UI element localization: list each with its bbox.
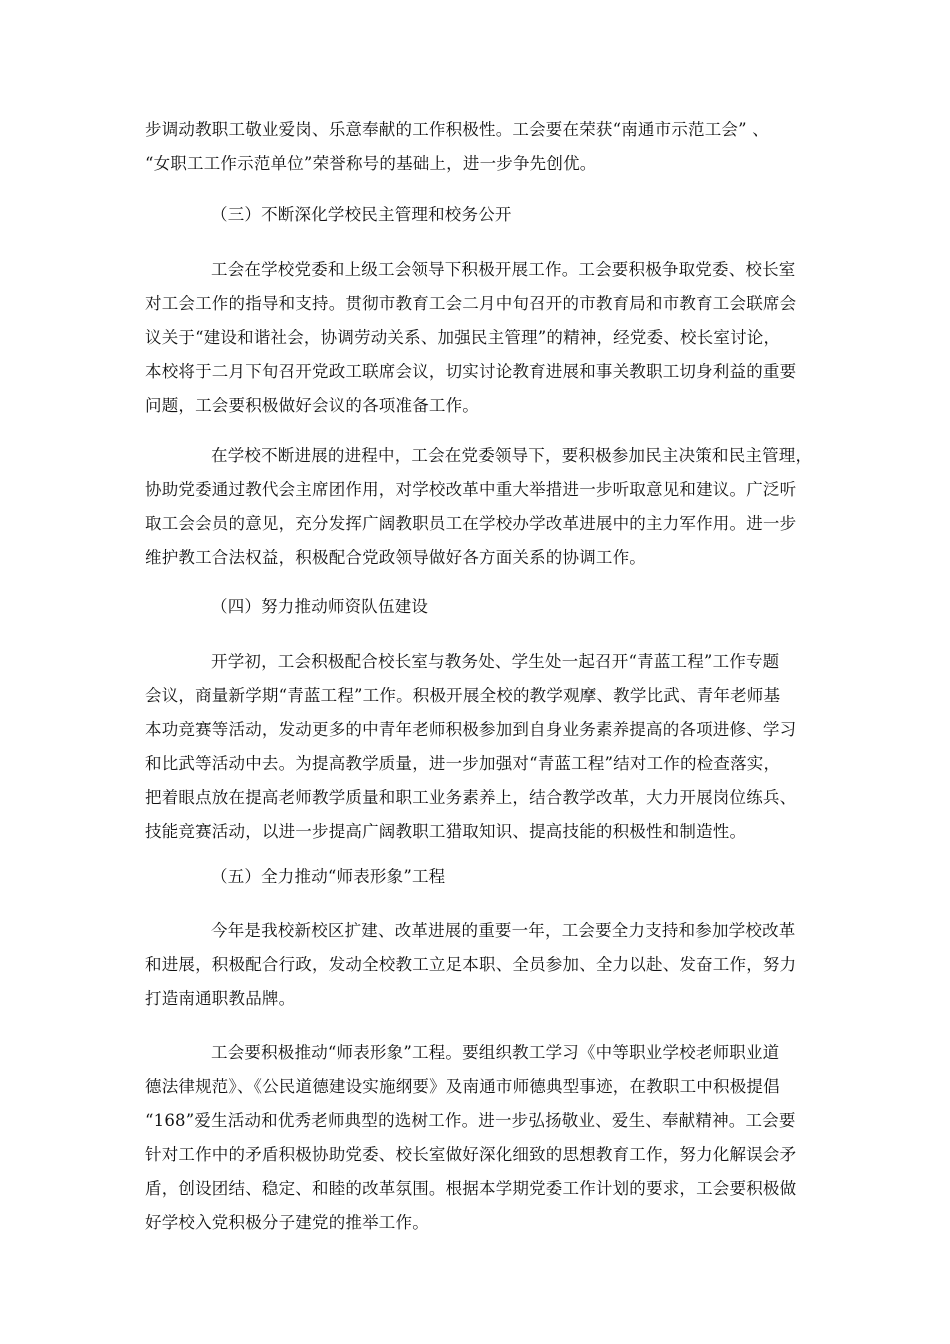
text-line: 对工会工作的指导和支持。贯彻市教育工会二月中旬召开的市教育局和市教育工会联席会 [145,294,797,313]
text-line: “女职工工作示范单位”荣誉称号的基础上，进一步争先创优。 [145,154,597,173]
text-line: 把着眼点放在提高老师教学质量和职工业务素养上，结合教学改革，大力开展岗位练兵、 [145,788,797,807]
text-line: 步调动教职工敬业爱岗、乐意奉献的工作积极性。工会要在荣获“南通市示范工会” 、 [145,120,769,139]
text-line: 盾，创设团结、稳定、和睦的改革氛围。根据本学期党委工作计划的要求，工会要积极做 [145,1179,797,1198]
text-line: 今年是我校新校区扩建、改革进展的重要一年，工会要全力支持和参加学校改革 [211,921,796,940]
text-line: 工会在学校党委和上级工会领导下积极开展工作。工会要积极争取党委、校长室 [211,260,796,279]
paragraph-continuation [145,113,807,181]
paragraph [145,439,813,575]
text-line: 维护教工合法权益，积极配合党政领导做好各方面关系的协调工作。 [145,548,646,567]
text-line: 和进展，积极配合行政，发动全校教工立足本职、全员参加、全力以赴、发奋工作，努力 [145,955,797,974]
heading-text: （五）全力推动“师表形象”工程 [211,867,446,886]
text-line: 打造南通职教品牌。 [145,989,296,1008]
heading-text: （四）努力推动师资队伍建设 [211,597,429,616]
text-line: “168”爱生活动和优秀老师典型的选树工作。进一步弘扬敬业、爱生、奉献精神。工会要 [145,1111,796,1130]
text-line: 协助党委通过教代会主席团作用，对学校改革中重大举措进一步听取意见和建议。广泛听 [145,480,797,499]
paragraph [145,645,807,849]
section-heading-5 [145,860,807,894]
text-line: 工会要积极推动“师表形象”工程。要组织教工学习《中等职业学校老师职业道 [211,1043,780,1062]
text-line: 和比武等活动中去。为提高教学质量，进一步加强对“青蓝工程”结对工作的检查落实， [145,754,781,773]
text-line: 问题，工会要积极做好会议的各项准备工作。 [145,396,479,415]
section-heading-3 [145,198,807,232]
text-line: 好学校入党积极分子建党的推举工作。 [145,1213,429,1232]
paragraph [145,253,807,423]
text-line: 本校将于二月下旬召开党政工联席会议，切实讨论教育进展和事关教职工切身利益的重要 [145,362,797,381]
text-line: 技能竞赛活动，以进一步提高广阔教职工猎取知识、提高技能的积极性和制造性。 [145,822,747,841]
text-line: 针对工作中的矛盾积极协助党委、校长室做好深化细致的思想教育工作，努力化解误会矛 [145,1145,797,1164]
section-heading-4 [145,590,807,624]
text-line: 德法律规范》、《公民道德建设实施纲要》及南通市师德典型事迹，在教职工中积极提倡 [145,1077,780,1096]
text-line: 本功竞赛等活动，发动更多的中青年老师积极参加到自身业务素养提高的各项进修、学习 [145,720,797,739]
text-line: 取工会会员的意见，充分发挥广阔教职员工在学校办学改革进展中的主力军作用。进一步 [145,514,797,533]
text-line: 在学校不断进展的进程中，工会在党委领导下，要积极参加民主决策和民主管理， [211,446,813,465]
paragraph [145,914,807,1016]
text-line: 开学初，工会积极配合校长室与教务处、学生处一起召开“青蓝工程”工作专题 [211,652,780,671]
heading-text: （三）不断深化学校民主管理和校务公开 [211,205,512,224]
text-line: 会议，商量新学期“青蓝工程”工作。积极开展全校的教学观摩、教学比武、青年老师基 [145,686,781,705]
text-line: 议关于“建设和谐社会，协调劳动关系、加强民主管理”的精神，经党委、校长室讨论， [145,328,781,347]
paragraph [145,1036,807,1240]
